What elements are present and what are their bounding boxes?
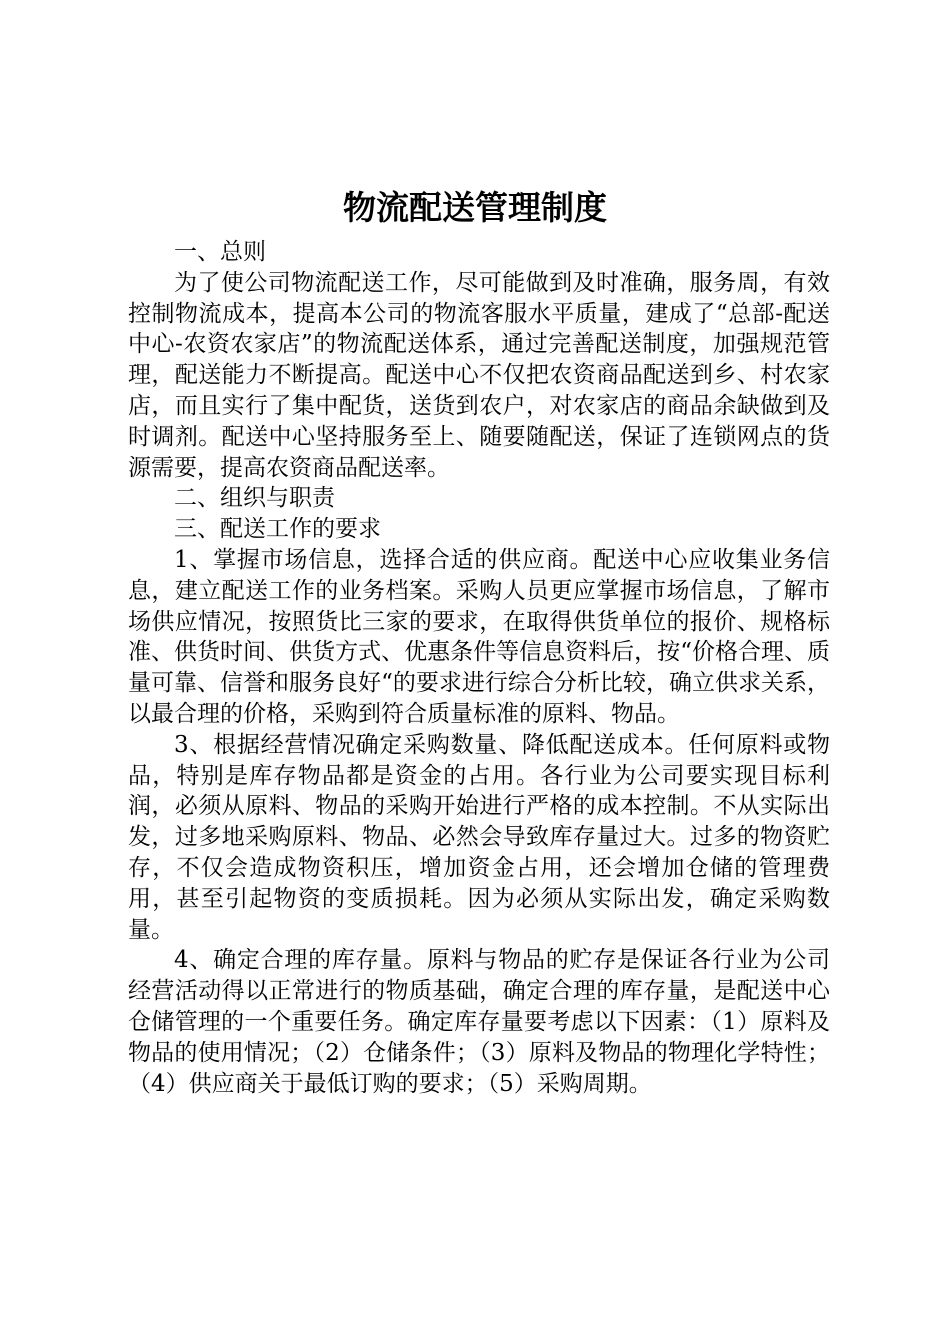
document-title: 物流配送管理制度	[343, 188, 607, 227]
paragraph-general: 为了使公司物流配送工作，尽可能做到及时准确，服务周，有效控制物流成本，提高本公司的物流客服水平质量，建成了“总部-配送中心-农资农家店”的物流配送体系，通过完善配送制度，加强规范管理，配送能力不断提高。配送中心不仅把农资商品配送到乡、村农家店，而且实行了集中配货，送货到农户，对农家店的商品余缺做到及时调剂。配送中心坚持服务至上、随要随配送，保证了连锁网点的货源需要，提高农资商品配送率。	[128, 269, 830, 481]
section-heading-organization: 二、组织与职责	[174, 485, 335, 512]
paragraph-item-1: 1、掌握市场信息，选择合适的供应商。配送中心应收集业务信息，建立配送工作的业务档案。采购人员更应掌握市场信息，了解市场供应情况，按照货比三家的要求，在取得供货单位的报价、规格标准、供货时间、供货方式、优惠条件等信息资料后，按“价格合理、质量可靠、信誉和服务良好“的要求进行综合分析比较，确立供求关系，以最合理的价格，采购到符合质量标准的原料、物品。	[128, 546, 830, 727]
paragraph-item-4: 4、确定合理的库存量。原料与物品的贮存是保证各行业为公司经营活动得以正常进行的物质基础，确定合理的库存量，是配送中心仓储管理的一个重要任务。确定库存量要考虑以下因素：（1）原料及物品的使用情况；（2）仓储条件；（3）原料及物品的物理化学特性；（4）供应商关于最低订购的要求；（5）采购周期。	[128, 947, 830, 1097]
section-heading-general: 一、总则	[174, 239, 266, 265]
section-heading-requirements: 三、配送工作的要求	[174, 516, 381, 543]
document-body	[128, 237, 830, 1099]
paragraph-item-3: 3、根据经营情况确定采购数量、降低配送成本。任何原料或物品，特别是库存物品都是资金的占用。各行业为公司要实现目标利润，必须从原料、物品的采购开始进行严格的成本控制。不从实际出发，过多地采购原料、物品、必然会导致库存量过大。过多的物资贮存，不仅会造成物资积压，增加资金占用，还会增加仓储的管理费用，甚至引起物资的变质损耗。因为必须从实际出发，确定采购数量。	[128, 731, 830, 943]
